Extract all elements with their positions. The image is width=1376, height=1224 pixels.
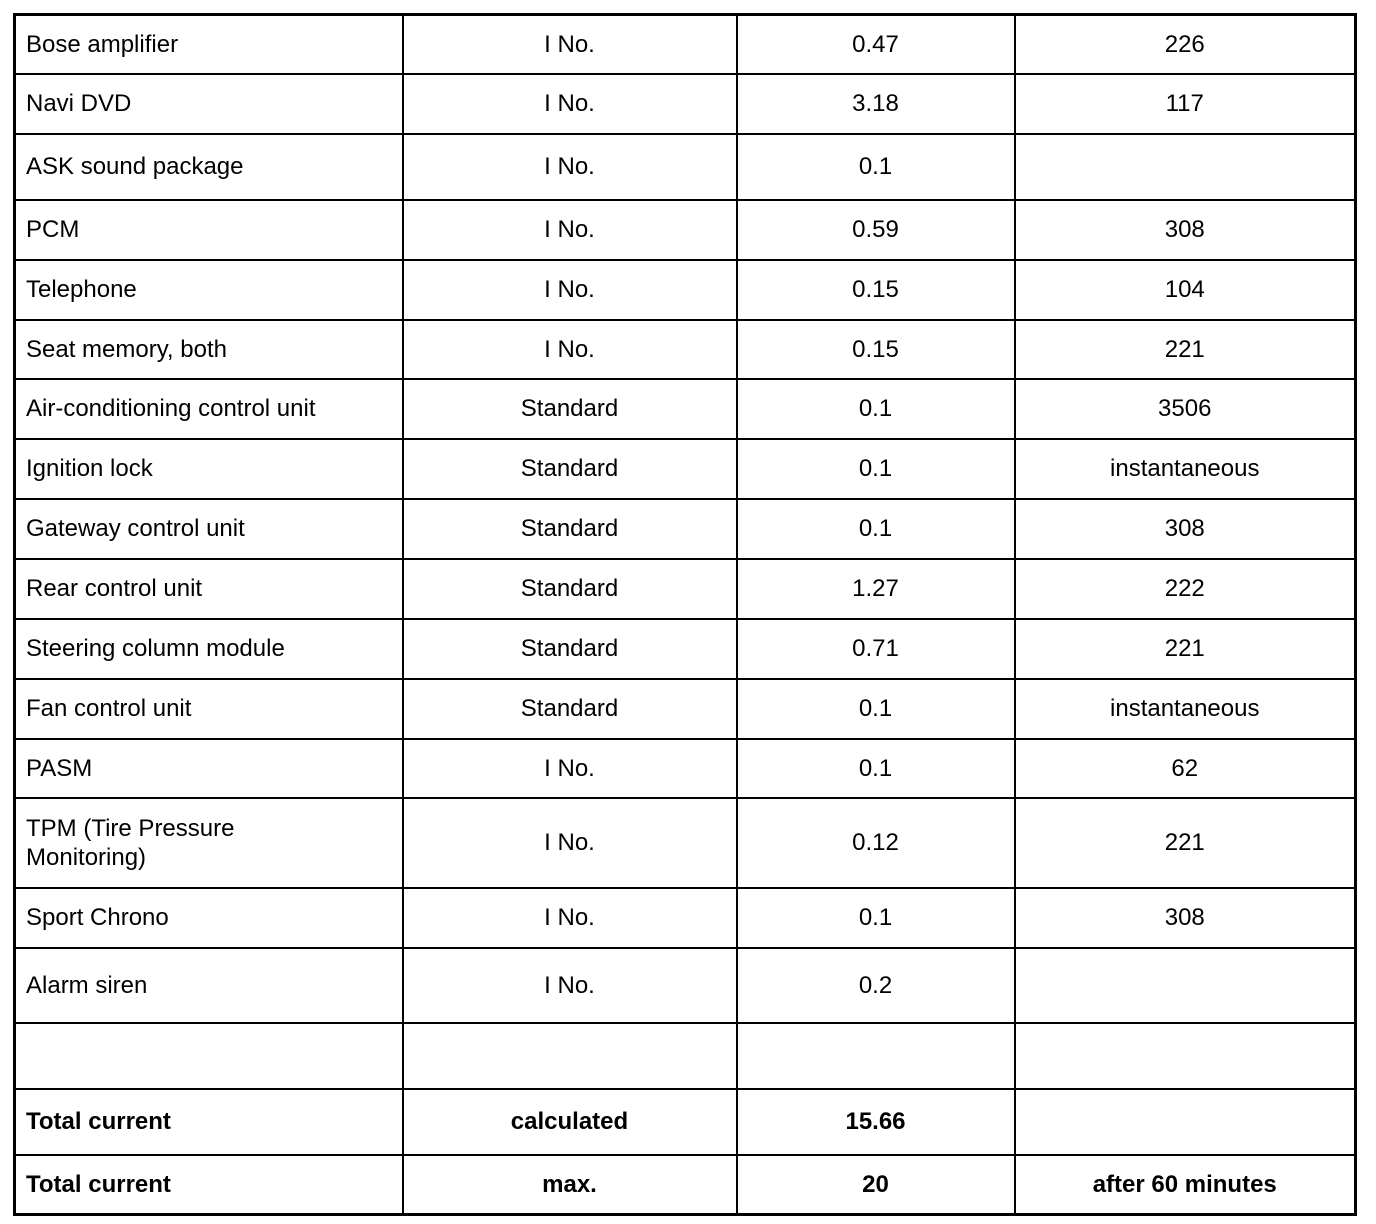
table-row (15, 619, 1356, 679)
table-row (15, 559, 1356, 619)
component-name: Steering column module (15, 619, 403, 679)
time-value: 221 (1015, 320, 1356, 379)
fitment: I No. (403, 260, 737, 320)
current-value: 0.1 (737, 739, 1015, 798)
component-name: Ignition lock (15, 439, 403, 499)
current-value: 0.1 (737, 379, 1015, 439)
current-value: 20 (737, 1155, 1015, 1215)
table-row (15, 948, 1356, 1023)
table-row (15, 379, 1356, 439)
fitment (403, 1023, 737, 1089)
current-value: 0.2 (737, 948, 1015, 1023)
component-name: Total current (15, 1089, 403, 1155)
table-row (15, 320, 1356, 379)
fitment: I No. (403, 739, 737, 798)
table-row (15, 739, 1356, 798)
fitment: I No. (403, 888, 737, 948)
fitment: Standard (403, 499, 737, 559)
table-row (15, 888, 1356, 948)
time-value: instantaneous (1015, 679, 1356, 739)
table-row (15, 1023, 1356, 1089)
fitment: Standard (403, 619, 737, 679)
current-consumption-table (13, 13, 1357, 1216)
current-value: 0.1 (737, 888, 1015, 948)
fitment: I No. (403, 74, 737, 134)
component-name: Fan control unit (15, 679, 403, 739)
time-value: 62 (1015, 739, 1356, 798)
fitment: I No. (403, 948, 737, 1023)
current-value: 0.47 (737, 15, 1015, 74)
table-row (15, 200, 1356, 260)
current-value: 0.12 (737, 798, 1015, 888)
component-name: Alarm siren (15, 948, 403, 1023)
fitment: I No. (403, 320, 737, 379)
current-value: 3.18 (737, 74, 1015, 134)
time-value (1015, 948, 1356, 1023)
current-value: 0.15 (737, 320, 1015, 379)
current-value: 0.71 (737, 619, 1015, 679)
time-value (1015, 1023, 1356, 1089)
fitment: I No. (403, 15, 737, 74)
time-value: 222 (1015, 559, 1356, 619)
current-value (737, 1023, 1015, 1089)
current-value: 0.59 (737, 200, 1015, 260)
time-value: after 60 minutes (1015, 1155, 1356, 1215)
current-value: 0.1 (737, 679, 1015, 739)
component-name: TPM (Tire Pressure Monitoring) (15, 798, 403, 888)
table-row (15, 15, 1356, 74)
table-row (15, 679, 1356, 739)
table-row-total-calculated (15, 1089, 1356, 1155)
fitment: Standard (403, 439, 737, 499)
fitment: I No. (403, 200, 737, 260)
time-value: instantaneous (1015, 439, 1356, 499)
time-value: 221 (1015, 619, 1356, 679)
fitment: Standard (403, 379, 737, 439)
table-row-total-max (15, 1155, 1356, 1215)
fitment: Standard (403, 679, 737, 739)
component-name: Navi DVD (15, 74, 403, 134)
component-name: ASK sound package (15, 134, 403, 200)
component-name: Total current (15, 1155, 403, 1215)
time-value: 221 (1015, 798, 1356, 888)
component-name: Gateway control unit (15, 499, 403, 559)
fitment: I No. (403, 798, 737, 888)
current-value: 1.27 (737, 559, 1015, 619)
fitment: calculated (403, 1089, 737, 1155)
current-value: 0.1 (737, 134, 1015, 200)
time-value: 308 (1015, 888, 1356, 948)
table-row (15, 74, 1356, 134)
component-name: PCM (15, 200, 403, 260)
fitment: Standard (403, 559, 737, 619)
time-value: 104 (1015, 260, 1356, 320)
current-value: 0.1 (737, 499, 1015, 559)
component-name (15, 1023, 403, 1089)
time-value: 117 (1015, 74, 1356, 134)
time-value: 3506 (1015, 379, 1356, 439)
time-value: 226 (1015, 15, 1356, 74)
fitment: max. (403, 1155, 737, 1215)
time-value: 308 (1015, 200, 1356, 260)
component-name: Rear control unit (15, 559, 403, 619)
component-name: Seat memory, both (15, 320, 403, 379)
component-name: Telephone (15, 260, 403, 320)
time-value (1015, 134, 1356, 200)
table-row (15, 134, 1356, 200)
current-value: 0.1 (737, 439, 1015, 499)
current-value: 0.15 (737, 260, 1015, 320)
fitment: I No. (403, 134, 737, 200)
table-row (15, 439, 1356, 499)
table-row (15, 499, 1356, 559)
table-row (15, 798, 1356, 888)
time-value (1015, 1089, 1356, 1155)
component-name: Sport Chrono (15, 888, 403, 948)
component-name: PASM (15, 739, 403, 798)
component-name: Air-conditioning control unit (15, 379, 403, 439)
table-row (15, 260, 1356, 320)
time-value: 308 (1015, 499, 1356, 559)
current-value: 15.66 (737, 1089, 1015, 1155)
component-name: Bose amplifier (15, 15, 403, 74)
